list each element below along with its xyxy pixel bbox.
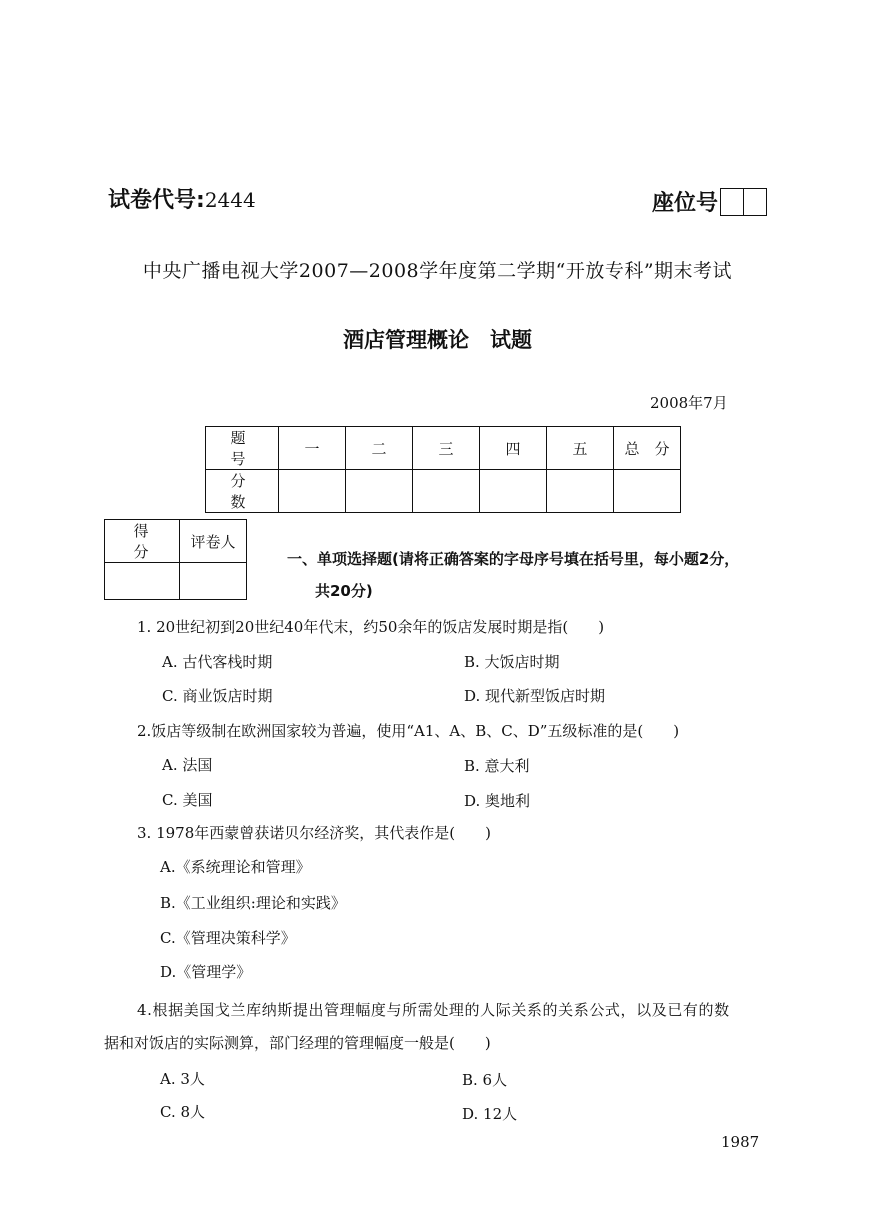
grader-score-cell xyxy=(105,563,180,600)
question-2-option-c: C. 美国 xyxy=(162,791,213,809)
score-cell-2 xyxy=(346,470,413,513)
seat-number xyxy=(652,186,767,217)
exam-title: 中央广播电视大学2007—2008学年度第二学期“开放专科”期末考试 xyxy=(142,260,733,282)
question-1-option-b: B. 大饭店时期 xyxy=(464,653,560,671)
score-table-score-row xyxy=(206,470,681,513)
score-table xyxy=(205,426,681,513)
question-2: 2.饭店等级制在欧洲国家较为普遍，使用“A1、A、B、C、D”五级标准的是( ) xyxy=(137,722,680,740)
score-table-cell: 三 xyxy=(413,427,480,470)
question-4-option-a: A. 3人 xyxy=(160,1070,205,1088)
question-3-option-d: D.《管理学》 xyxy=(160,963,252,981)
score-table-header-row xyxy=(206,427,681,470)
grader-score-header: 得 分 xyxy=(105,520,180,563)
section-title-cont: 共20分) xyxy=(315,582,373,600)
score-table-cell: 二 xyxy=(346,427,413,470)
seat-number-boxes xyxy=(720,188,767,216)
question-3-option-a: A.《系统理论和管理》 xyxy=(160,858,311,876)
section-title: 一、单项选择题(请将正确答案的字母序号填在括号里，每小题2分， xyxy=(287,550,740,568)
grader-name-header: 评卷人 xyxy=(180,520,247,563)
question-4-cont: 据和对饭店的实际测算，部门经理的管理幅度一般是( ) xyxy=(104,1034,491,1052)
question-1-option-d: D. 现代新型饭店时期 xyxy=(464,687,606,705)
score-cell-3 xyxy=(413,470,480,513)
question-4-option-b: B. 6人 xyxy=(462,1071,508,1089)
question-1: 1. 20世纪初到20世纪40年代末，约50余年的饭店发展时期是指( ) xyxy=(137,618,605,636)
seat-box-1 xyxy=(720,188,744,216)
score-table-cell: 题 号 xyxy=(206,427,279,470)
question-3-option-b: B.《工业组织:理论和实践》 xyxy=(160,894,346,912)
page-number: 1987 xyxy=(721,1133,760,1151)
seat-number-label: 座位号 xyxy=(652,191,719,216)
score-table-cell: 分 数 xyxy=(206,470,279,513)
paper-code xyxy=(108,183,256,214)
score-table-cell: 一 xyxy=(279,427,346,470)
question-4: 4.根据美国戈兰库纳斯提出管理幅度与所需处理的人际关系的关系公式，以及已有的数 xyxy=(137,1001,730,1019)
question-1-option-a: A. 古代客栈时期 xyxy=(162,653,273,671)
score-table-cell: 四 xyxy=(480,427,547,470)
score-table-cell: 总 分 xyxy=(614,427,681,470)
paper-code-value: 2444 xyxy=(204,188,256,212)
grader-table-header-row xyxy=(105,520,247,563)
question-2-option-b: B. 意大利 xyxy=(464,757,530,775)
paper-code-label: 试卷代号: xyxy=(108,188,205,213)
question-3: 3. 1978年西蒙曾获诺贝尔经济奖，其代表作是( ) xyxy=(137,824,491,842)
score-cell-4 xyxy=(480,470,547,513)
question-2-option-a: A. 法国 xyxy=(162,756,213,774)
question-4-option-c: C. 8人 xyxy=(160,1103,206,1121)
grader-table-blank-row xyxy=(105,563,247,600)
question-4-option-d: D. 12人 xyxy=(462,1105,518,1123)
seat-box-2 xyxy=(744,188,767,216)
score-cell-total xyxy=(614,470,681,513)
subject-title: 酒店管理概论 试题 xyxy=(343,328,532,352)
score-cell-1 xyxy=(279,470,346,513)
exam-date: 2008年7月 xyxy=(650,394,728,412)
question-1-option-c: C. 商业饭店时期 xyxy=(162,687,273,705)
grader-name-cell xyxy=(180,563,247,600)
grader-table xyxy=(104,519,247,600)
score-table-cell: 五 xyxy=(547,427,614,470)
question-2-option-d: D. 奥地利 xyxy=(464,792,531,810)
question-3-option-c: C.《管理决策科学》 xyxy=(160,929,296,947)
score-cell-5 xyxy=(547,470,614,513)
